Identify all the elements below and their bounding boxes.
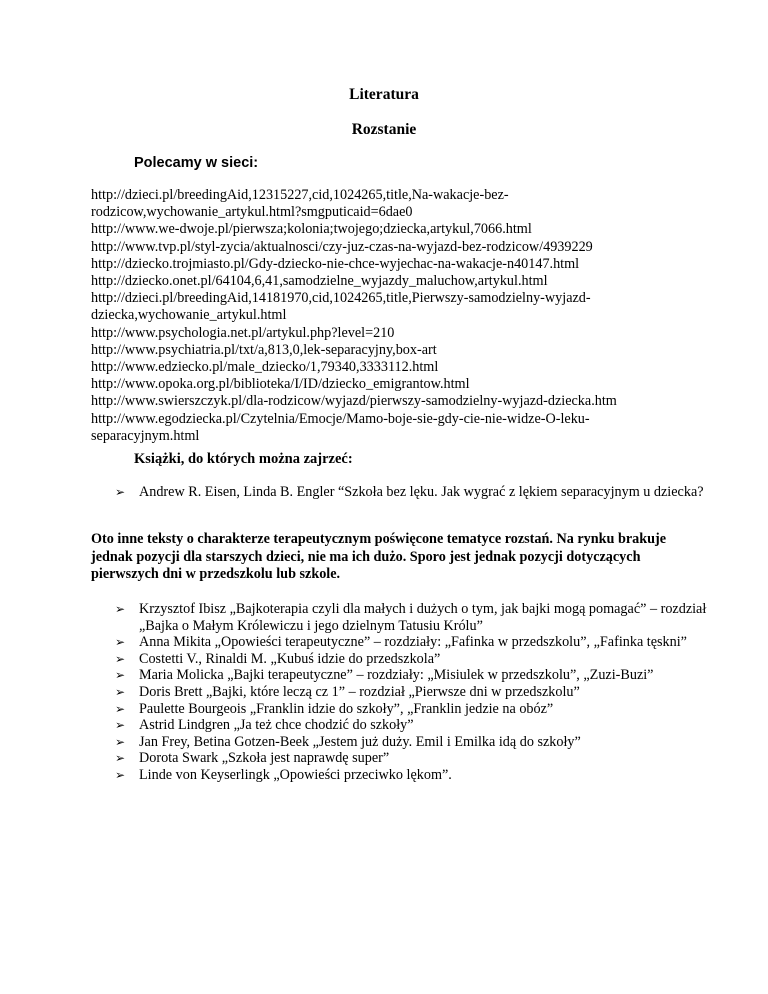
list-item [115, 667, 735, 684]
arrowhead-bullet-icon: ➢ [115, 635, 126, 650]
link-line[interactable]: http://www.swierszczyk.pl/dla-rodzicow/wyjazd/pierwszy-samodzielny-wyjazd-dziecka.htm [91, 393, 617, 410]
link-line[interactable]: http://www.psychiatria.pl/txt/a,813,0,lek-separacyjny,box-art [91, 341, 437, 358]
link-line[interactable]: http://www.tvp.pl/styl-zycia/aktualnosci/czy-juz-czas-na-wyjazd-bez-rodzicow/4939229 [91, 238, 593, 255]
link-line[interactable]: http://www.we-dwoje.pl/pierwsza;kolonia;twojego;dziecka,artykul,7066.html [91, 221, 532, 238]
link-line[interactable]: rodzicow,wychowanie_artykul.html?smgputicaid=6dae0 [91, 204, 413, 221]
link-line[interactable]: http://dziecko.trojmiasto.pl/Gdy-dziecko-nie-chce-wyjechac-na-wakacje-n40147.html [91, 255, 580, 272]
list-item [115, 767, 735, 784]
link-line[interactable]: dziecka,wychowanie_artykul.html [91, 307, 287, 324]
arrowhead-bullet-icon: ➢ [115, 668, 126, 683]
arrowhead-bullet-icon: ➢ [115, 718, 126, 733]
arrowhead-bullet-icon: ➢ [115, 734, 126, 749]
arrowhead-bullet-icon: ➢ [115, 651, 126, 666]
recommended-heading: Polecamy w sieci: [134, 155, 259, 171]
book-entry: Dorota Swark „Szkoła jest naprawdę super” [139, 750, 390, 767]
link-line[interactable]: http://dziecko.onet.pl/64104,6,41,samodzielne_wyjazdy_maluchow,artykul.html [91, 273, 548, 290]
book-entry: Linde von Keyserlingk „Opowieści przeciwko lękom”. [139, 766, 452, 783]
book-entry: Doris Brett „Bajki, które leczą cz 1” – rozdział „Pierwsze dni w przedszkolu” [139, 683, 580, 700]
page-title: Literatura [349, 86, 419, 103]
book-entry: Andrew R. Eisen, Linda B. Engler “Szkoła bez lęku. Jak wygrać z lękiem separacyjnym u dziecka? [139, 484, 704, 500]
page-subtitle: Rozstanie [351, 121, 417, 138]
list-item [115, 684, 735, 701]
book-entry: Jan Frey, Betina Gotzen-Beek „Jestem już duży. Emil i Emilka idą do szkoły” [139, 733, 581, 750]
arrowhead-bullet-icon: ➢ [115, 767, 126, 782]
links-list [91, 187, 731, 445]
book-entry: Maria Molicka „Bajki terapeutyczne” – rozdziały: „Misiulek w przedszkolu”, „Zuzi-Buzi” [139, 667, 654, 684]
books-heading: Książki, do których można zajrzeć: [134, 451, 353, 467]
link-line[interactable]: http://www.opoka.org.pl/biblioteka/I/ID/dziecko_emigrantow.html [91, 376, 470, 393]
arrowhead-bullet-icon: ➢ [115, 684, 126, 699]
link-line[interactable]: http://dzieci.pl/breedingAid,12315227,cid,1024265,title,Na-wakacje-bez- [91, 187, 509, 203]
book-entry: Costetti V., Rinaldi M. „Kubuś idzie do przedszkola” [139, 650, 441, 667]
link-line[interactable]: http://www.psychologia.net.pl/artykul.php?level=210 [91, 324, 395, 341]
list-item [115, 734, 735, 751]
list-item [115, 717, 735, 734]
list-item [115, 651, 735, 668]
book-entry: Anna Mikita „Opowieści terapeutyczne” – rozdziały: „Fafinka w przedszkolu”, „Fafinka tęskni” [139, 634, 687, 651]
arrowhead-bullet-icon: ➢ [115, 602, 126, 616]
link-line[interactable]: http://dzieci.pl/breedingAid,14181970,cid,1024265,title,Pierwszy-samodzielny-wyjazd- [91, 290, 591, 307]
list-item [115, 634, 735, 651]
list-item [115, 601, 735, 634]
arrowhead-bullet-icon: ➢ [115, 485, 126, 499]
list-item [115, 701, 735, 718]
arrowhead-bullet-icon: ➢ [115, 751, 126, 766]
list-item [115, 750, 735, 767]
list-item [115, 484, 735, 501]
book-entry: Krzysztof Ibisz „Bajkoterapia czyli dla małych i dużych o tym, jak bajki mogą pomagać” – rozdział „Bajka o Małym Królewiczu i jego dzielnym Tatusiu Królu” [139, 601, 707, 634]
book-entry: Astrid Lindgren „Ja też chce chodzić do szkoły” [139, 717, 414, 734]
link-line[interactable]: http://www.edziecko.pl/male_dziecko/1,79340,3333112.html [91, 359, 439, 376]
link-line[interactable]: separacyjnym.html [91, 427, 200, 444]
arrowhead-bullet-icon: ➢ [115, 701, 126, 716]
books-list [115, 484, 735, 501]
therapeutic-texts-list [115, 601, 735, 784]
book-entry: Paulette Bourgeois „Franklin idzie do szkoły”, „Franklin jedzie na obóz” [139, 700, 554, 717]
therapeutic-paragraph: Oto inne teksty o charakterze terapeutycznym poświęcone tematyce rozstań. Na rynku brakuje jednak pozycji dla starszych dzieci, nie ma ich dużo. Sporo jest jednak pozycji dotyczących pierwszych dni w przedszkolu lub szkole. [91, 531, 667, 582]
link-line[interactable]: http://www.egodziecka.pl/Czytelnia/Emocje/Mamo-boje-sie-gdy-cie-nie-widze-O-leku- [91, 410, 590, 427]
